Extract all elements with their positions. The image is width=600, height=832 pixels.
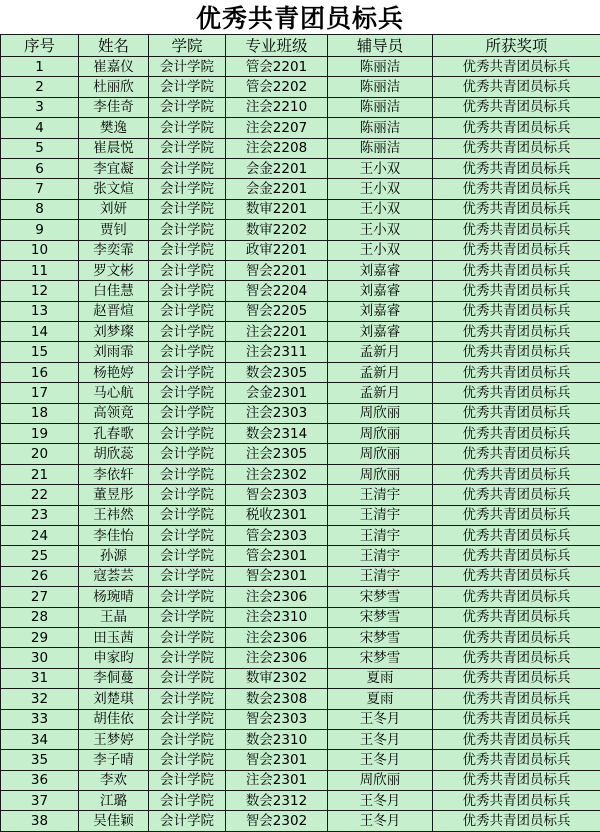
cell-name[interactable]: 李奕霏 — [79, 240, 149, 260]
cell-number[interactable]: 8 — [1, 199, 79, 219]
table-row — [1, 301, 600, 321]
cell-name[interactable]: 王晶 — [79, 607, 149, 627]
cell-number[interactable]: 27 — [1, 587, 79, 607]
cell-counselor[interactable]: 王小双 — [328, 220, 433, 240]
cell-number[interactable]: 22 — [1, 485, 79, 505]
cell-award[interactable]: 优秀共青团员标兵 — [433, 546, 600, 566]
cell-major-class[interactable]: 数审2202 — [226, 220, 328, 240]
cell-counselor[interactable]: 王冬月 — [328, 811, 433, 831]
table-row — [1, 179, 600, 199]
cell-college[interactable]: 会计学院 — [149, 138, 226, 158]
cell-major-class[interactable]: 政审2201 — [226, 240, 328, 260]
cell-college[interactable]: 会计学院 — [149, 403, 226, 423]
cell-counselor[interactable]: 王清宇 — [328, 566, 433, 586]
cell-college[interactable]: 会计学院 — [149, 220, 226, 240]
cell-counselor[interactable]: 王冬月 — [328, 791, 433, 811]
cell-award[interactable]: 优秀共青团员标兵 — [433, 729, 600, 749]
cell-name[interactable]: 王祎然 — [79, 505, 149, 525]
table-row — [1, 505, 600, 525]
cell-major-class[interactable]: 管会2202 — [226, 77, 328, 97]
table-row — [1, 770, 600, 790]
cell-college[interactable]: 会计学院 — [149, 97, 226, 117]
header-college[interactable]: 学院 — [149, 35, 226, 57]
cell-college[interactable]: 会计学院 — [149, 281, 226, 301]
table-row — [1, 729, 600, 749]
cell-major-class[interactable]: 注会2310 — [226, 607, 328, 627]
cell-college[interactable]: 会计学院 — [149, 57, 226, 77]
table-row — [1, 220, 600, 240]
table-row — [1, 97, 600, 117]
cell-counselor[interactable]: 周欣丽 — [328, 403, 433, 423]
cell-number[interactable]: 37 — [1, 791, 79, 811]
cell-college[interactable]: 会计学院 — [149, 322, 226, 342]
honor-roll-table — [0, 34, 600, 832]
cell-number[interactable]: 34 — [1, 729, 79, 749]
cell-major-class[interactable]: 数会2312 — [226, 791, 328, 811]
cell-college[interactable]: 会计学院 — [149, 444, 226, 464]
cell-major-class[interactable]: 会金2201 — [226, 158, 328, 178]
cell-number[interactable]: 32 — [1, 689, 79, 709]
cell-name[interactable]: 李佳奇 — [79, 97, 149, 117]
cell-number[interactable]: 24 — [1, 525, 79, 545]
cell-name[interactable]: 孙源 — [79, 546, 149, 566]
cell-major-class[interactable]: 数审2302 — [226, 668, 328, 688]
cell-major-class[interactable]: 智会2201 — [226, 260, 328, 280]
cell-number[interactable]: 12 — [1, 281, 79, 301]
cell-college[interactable]: 会计学院 — [149, 566, 226, 586]
cell-number[interactable]: 21 — [1, 464, 79, 484]
cell-major-class[interactable]: 注会2303 — [226, 403, 328, 423]
cell-major-class[interactable]: 智会2301 — [226, 566, 328, 586]
cell-name[interactable]: 罗文彬 — [79, 260, 149, 280]
cell-counselor[interactable]: 孟新月 — [328, 342, 433, 362]
cell-counselor[interactable]: 王冬月 — [328, 750, 433, 770]
cell-award[interactable]: 优秀共青团员标兵 — [433, 709, 600, 729]
cell-major-class[interactable]: 注会2301 — [226, 770, 328, 790]
cell-college[interactable]: 会计学院 — [149, 362, 226, 382]
cell-name[interactable]: 杜丽欣 — [79, 77, 149, 97]
cell-number[interactable]: 26 — [1, 566, 79, 586]
cell-number[interactable]: 25 — [1, 546, 79, 566]
cell-award[interactable]: 优秀共青团员标兵 — [433, 77, 600, 97]
cell-award[interactable]: 优秀共青团员标兵 — [433, 118, 600, 138]
cell-counselor[interactable]: 陈丽洁 — [328, 97, 433, 117]
cell-award[interactable]: 优秀共青团员标兵 — [433, 444, 600, 464]
cell-major-class[interactable]: 智会2302 — [226, 811, 328, 831]
cell-major-class[interactable]: 注会2306 — [226, 587, 328, 607]
cell-counselor[interactable]: 王小双 — [328, 199, 433, 219]
table-row — [1, 485, 600, 505]
cell-major-class[interactable]: 管会2301 — [226, 546, 328, 566]
cell-number[interactable]: 15 — [1, 342, 79, 362]
cell-college[interactable]: 会计学院 — [149, 587, 226, 607]
cell-award[interactable]: 优秀共青团员标兵 — [433, 424, 600, 444]
table-row — [1, 322, 600, 342]
cell-major-class[interactable]: 数会2314 — [226, 424, 328, 444]
cell-college[interactable]: 会计学院 — [149, 525, 226, 545]
table-row — [1, 627, 600, 647]
cell-number[interactable]: 16 — [1, 362, 79, 382]
cell-award[interactable]: 优秀共青团员标兵 — [433, 668, 600, 688]
cell-number[interactable]: 19 — [1, 424, 79, 444]
table-row — [1, 118, 600, 138]
table-row — [1, 260, 600, 280]
cell-major-class[interactable]: 数会2308 — [226, 689, 328, 709]
cell-counselor[interactable]: 王清宇 — [328, 525, 433, 545]
cell-major-class[interactable]: 智会2205 — [226, 301, 328, 321]
cell-college[interactable]: 会计学院 — [149, 179, 226, 199]
cell-number[interactable]: 20 — [1, 444, 79, 464]
cell-number[interactable]: 4 — [1, 118, 79, 138]
cell-college[interactable]: 会计学院 — [149, 546, 226, 566]
cell-award[interactable]: 优秀共青团员标兵 — [433, 791, 600, 811]
cell-name[interactable]: 白佳慧 — [79, 281, 149, 301]
cell-college[interactable]: 会计学院 — [149, 383, 226, 403]
cell-award[interactable]: 优秀共青团员标兵 — [433, 525, 600, 545]
cell-number[interactable]: 38 — [1, 811, 79, 831]
cell-name[interactable]: 吴佳颖 — [79, 811, 149, 831]
cell-award[interactable]: 优秀共青团员标兵 — [433, 362, 600, 382]
cell-award[interactable]: 优秀共青团员标兵 — [433, 322, 600, 342]
cell-number[interactable]: 36 — [1, 770, 79, 790]
table-row — [1, 607, 600, 627]
cell-counselor[interactable]: 王冬月 — [328, 709, 433, 729]
cell-counselor[interactable]: 孟新月 — [328, 362, 433, 382]
cell-major-class[interactable]: 注会2208 — [226, 138, 328, 158]
table-row — [1, 587, 600, 607]
header-name[interactable]: 姓名 — [79, 35, 149, 57]
cell-award[interactable]: 优秀共青团员标兵 — [433, 179, 600, 199]
table-row — [1, 281, 600, 301]
cell-award[interactable]: 优秀共青团员标兵 — [433, 607, 600, 627]
cell-college[interactable]: 会计学院 — [149, 648, 226, 668]
cell-college[interactable]: 会计学院 — [149, 811, 226, 831]
cell-counselor[interactable]: 孟新月 — [328, 383, 433, 403]
cell-number[interactable]: 35 — [1, 750, 79, 770]
cell-major-class[interactable]: 管会2201 — [226, 57, 328, 77]
cell-major-class[interactable]: 智会2204 — [226, 281, 328, 301]
cell-counselor[interactable]: 刘嘉睿 — [328, 281, 433, 301]
table-row — [1, 791, 600, 811]
cell-college[interactable]: 会计学院 — [149, 668, 226, 688]
cell-name[interactable]: 贾钊 — [79, 220, 149, 240]
cell-number[interactable]: 9 — [1, 220, 79, 240]
table-row — [1, 566, 600, 586]
header-row — [1, 35, 600, 57]
cell-award[interactable]: 优秀共青团员标兵 — [433, 770, 600, 790]
cell-major-class[interactable]: 注会2302 — [226, 464, 328, 484]
cell-major-class[interactable]: 注会2306 — [226, 627, 328, 647]
cell-counselor[interactable]: 周欣丽 — [328, 424, 433, 444]
cell-major-class[interactable]: 注会2311 — [226, 342, 328, 362]
cell-award[interactable]: 优秀共青团员标兵 — [433, 220, 600, 240]
cell-award[interactable]: 优秀共青团员标兵 — [433, 587, 600, 607]
table-row — [1, 525, 600, 545]
cell-major-class[interactable]: 会金2301 — [226, 383, 328, 403]
cell-name[interactable]: 寇荟芸 — [79, 566, 149, 586]
cell-award[interactable]: 优秀共青团员标兵 — [433, 648, 600, 668]
cell-counselor[interactable]: 陈丽洁 — [328, 57, 433, 77]
cell-counselor[interactable]: 王清宇 — [328, 546, 433, 566]
cell-college[interactable]: 会计学院 — [149, 709, 226, 729]
table-row — [1, 546, 600, 566]
table-row — [1, 648, 600, 668]
cell-major-class[interactable]: 注会2201 — [226, 322, 328, 342]
cell-number[interactable]: 18 — [1, 403, 79, 423]
cell-name[interactable]: 李宜凝 — [79, 158, 149, 178]
cell-major-class[interactable]: 数会2310 — [226, 729, 328, 749]
cell-number[interactable]: 5 — [1, 138, 79, 158]
cell-name[interactable]: 张文煊 — [79, 179, 149, 199]
cell-number[interactable]: 3 — [1, 97, 79, 117]
cell-name[interactable]: 江璐 — [79, 791, 149, 811]
cell-college[interactable]: 会计学院 — [149, 627, 226, 647]
cell-college[interactable]: 会计学院 — [149, 342, 226, 362]
cell-award[interactable]: 优秀共青团员标兵 — [433, 158, 600, 178]
cell-number[interactable]: 33 — [1, 709, 79, 729]
cell-award[interactable]: 优秀共青团员标兵 — [433, 566, 600, 586]
cell-award[interactable]: 优秀共青团员标兵 — [433, 342, 600, 362]
cell-name[interactable]: 田玉茜 — [79, 627, 149, 647]
cell-name[interactable]: 王梦婷 — [79, 729, 149, 749]
cell-counselor[interactable]: 夏雨 — [328, 668, 433, 688]
cell-counselor[interactable]: 王清宇 — [328, 485, 433, 505]
table-row — [1, 383, 600, 403]
cell-counselor[interactable]: 宋梦雪 — [328, 587, 433, 607]
cell-counselor[interactable]: 王小双 — [328, 158, 433, 178]
table-row — [1, 811, 600, 831]
cell-name[interactable]: 孔春歌 — [79, 424, 149, 444]
cell-major-class[interactable]: 智会2301 — [226, 750, 328, 770]
cell-award[interactable]: 优秀共青团员标兵 — [433, 464, 600, 484]
cell-name[interactable]: 李依轩 — [79, 464, 149, 484]
table-row — [1, 57, 600, 77]
cell-award[interactable]: 优秀共青团员标兵 — [433, 281, 600, 301]
cell-award[interactable]: 优秀共青团员标兵 — [433, 750, 600, 770]
header-major-class[interactable]: 专业班级 — [226, 35, 328, 57]
table-row — [1, 668, 600, 688]
cell-name[interactable]: 马心航 — [79, 383, 149, 403]
cell-name[interactable]: 李子晴 — [79, 750, 149, 770]
table-row — [1, 342, 600, 362]
cell-college[interactable]: 会计学院 — [149, 770, 226, 790]
cell-college[interactable]: 会计学院 — [149, 505, 226, 525]
table-row — [1, 158, 600, 178]
cell-award[interactable]: 优秀共青团员标兵 — [433, 627, 600, 647]
cell-major-class[interactable]: 管会2303 — [226, 525, 328, 545]
cell-award[interactable]: 优秀共青团员标兵 — [433, 57, 600, 77]
cell-college[interactable]: 会计学院 — [149, 77, 226, 97]
table-row — [1, 464, 600, 484]
table-row — [1, 750, 600, 770]
table-row — [1, 199, 600, 219]
cell-award[interactable]: 优秀共青团员标兵 — [433, 260, 600, 280]
table-row — [1, 444, 600, 464]
cell-major-class[interactable]: 会金2201 — [226, 179, 328, 199]
cell-college[interactable]: 会计学院 — [149, 199, 226, 219]
table-row — [1, 689, 600, 709]
cell-counselor[interactable]: 陈丽洁 — [328, 138, 433, 158]
cell-name[interactable]: 刘雨霏 — [79, 342, 149, 362]
cell-counselor[interactable]: 王清宇 — [328, 505, 433, 525]
cell-counselor[interactable]: 王冬月 — [328, 729, 433, 749]
cell-name[interactable]: 刘梦璨 — [79, 322, 149, 342]
cell-college[interactable]: 会计学院 — [149, 118, 226, 138]
cell-award[interactable]: 优秀共青团员标兵 — [433, 199, 600, 219]
cell-award[interactable]: 优秀共青团员标兵 — [433, 240, 600, 260]
cell-counselor[interactable]: 夏雨 — [328, 689, 433, 709]
cell-number[interactable]: 7 — [1, 179, 79, 199]
cell-name[interactable]: 胡佳依 — [79, 709, 149, 729]
cell-name[interactable]: 董昱彤 — [79, 485, 149, 505]
cell-college[interactable]: 会计学院 — [149, 729, 226, 749]
cell-number[interactable]: 23 — [1, 505, 79, 525]
cell-name[interactable]: 赵晋煊 — [79, 301, 149, 321]
cell-college[interactable]: 会计学院 — [149, 301, 226, 321]
cell-counselor[interactable]: 宋梦雪 — [328, 627, 433, 647]
cell-name[interactable]: 刘楚琪 — [79, 689, 149, 709]
table-row — [1, 240, 600, 260]
cell-counselor[interactable]: 宋梦雪 — [328, 607, 433, 627]
cell-number[interactable]: 11 — [1, 260, 79, 280]
table-row — [1, 403, 600, 423]
table-row — [1, 709, 600, 729]
cell-major-class[interactable]: 税收2301 — [226, 505, 328, 525]
table-row — [1, 362, 600, 382]
cell-college[interactable]: 会计学院 — [149, 607, 226, 627]
cell-college[interactable]: 会计学院 — [149, 424, 226, 444]
cell-award[interactable]: 优秀共青团员标兵 — [433, 485, 600, 505]
cell-counselor[interactable]: 周欣丽 — [328, 770, 433, 790]
cell-award[interactable]: 优秀共青团员标兵 — [433, 97, 600, 117]
cell-number[interactable]: 28 — [1, 607, 79, 627]
cell-name[interactable]: 杨艳婷 — [79, 362, 149, 382]
cell-number[interactable]: 29 — [1, 627, 79, 647]
cell-number[interactable]: 17 — [1, 383, 79, 403]
cell-number[interactable]: 6 — [1, 158, 79, 178]
cell-college[interactable]: 会计学院 — [149, 750, 226, 770]
header-award[interactable]: 所获奖项 — [433, 35, 600, 57]
cell-number[interactable]: 31 — [1, 668, 79, 688]
cell-name[interactable]: 李侗蔓 — [79, 668, 149, 688]
cell-number[interactable]: 2 — [1, 77, 79, 97]
cell-college[interactable]: 会计学院 — [149, 464, 226, 484]
cell-number[interactable]: 30 — [1, 648, 79, 668]
cell-college[interactable]: 会计学院 — [149, 791, 226, 811]
header-counselor[interactable]: 辅导员 — [328, 35, 433, 57]
cell-counselor[interactable]: 周欣丽 — [328, 444, 433, 464]
cell-award[interactable]: 优秀共青团员标兵 — [433, 811, 600, 831]
cell-number[interactable]: 13 — [1, 301, 79, 321]
cell-award[interactable]: 优秀共青团员标兵 — [433, 301, 600, 321]
cell-name[interactable]: 崔晨悦 — [79, 138, 149, 158]
cell-college[interactable]: 会计学院 — [149, 485, 226, 505]
cell-award[interactable]: 优秀共青团员标兵 — [433, 689, 600, 709]
cell-number[interactable]: 14 — [1, 322, 79, 342]
cell-award[interactable]: 优秀共青团员标兵 — [433, 138, 600, 158]
cell-name[interactable]: 樊逸 — [79, 118, 149, 138]
cell-major-class[interactable]: 注会2210 — [226, 97, 328, 117]
header-number[interactable]: 序号 — [1, 35, 79, 57]
cell-counselor[interactable]: 刘嘉睿 — [328, 260, 433, 280]
cell-name[interactable]: 胡欣蕊 — [79, 444, 149, 464]
cell-award[interactable]: 优秀共青团员标兵 — [433, 383, 600, 403]
cell-counselor[interactable]: 陈丽洁 — [328, 77, 433, 97]
cell-college[interactable]: 会计学院 — [149, 260, 226, 280]
cell-name[interactable]: 李欢 — [79, 770, 149, 790]
sheet-title: 优秀共青团员标兵 — [0, 0, 600, 34]
table-row — [1, 424, 600, 444]
cell-number[interactable]: 10 — [1, 240, 79, 260]
cell-major-class[interactable]: 数审2201 — [226, 199, 328, 219]
cell-name[interactable]: 高领竟 — [79, 403, 149, 423]
cell-counselor[interactable]: 刘嘉睿 — [328, 301, 433, 321]
cell-award[interactable]: 优秀共青团员标兵 — [433, 505, 600, 525]
cell-number[interactable]: 1 — [1, 57, 79, 77]
cell-name[interactable]: 李佳怡 — [79, 525, 149, 545]
cell-counselor[interactable]: 刘嘉睿 — [328, 322, 433, 342]
cell-counselor[interactable]: 陈丽洁 — [328, 118, 433, 138]
table-row — [1, 138, 600, 158]
cell-college[interactable]: 会计学院 — [149, 689, 226, 709]
cell-major-class[interactable]: 智会2303 — [226, 709, 328, 729]
cell-name[interactable]: 崔嘉仪 — [79, 57, 149, 77]
cell-counselor[interactable]: 王小双 — [328, 240, 433, 260]
cell-counselor[interactable]: 王小双 — [328, 179, 433, 199]
cell-major-class[interactable]: 注会2306 — [226, 648, 328, 668]
cell-major-class[interactable]: 数会2305 — [226, 362, 328, 382]
table-body — [1, 57, 600, 832]
cell-name[interactable]: 申家昀 — [79, 648, 149, 668]
cell-major-class[interactable]: 注会2305 — [226, 444, 328, 464]
cell-college[interactable]: 会计学院 — [149, 158, 226, 178]
cell-award[interactable]: 优秀共青团员标兵 — [433, 403, 600, 423]
cell-college[interactable]: 会计学院 — [149, 240, 226, 260]
cell-major-class[interactable]: 注会2207 — [226, 118, 328, 138]
cell-name[interactable]: 刘妍 — [79, 199, 149, 219]
table-row — [1, 77, 600, 97]
cell-counselor[interactable]: 周欣丽 — [328, 464, 433, 484]
cell-name[interactable]: 杨琬晴 — [79, 587, 149, 607]
cell-counselor[interactable]: 宋梦雪 — [328, 648, 433, 668]
cell-major-class[interactable]: 智会2303 — [226, 485, 328, 505]
